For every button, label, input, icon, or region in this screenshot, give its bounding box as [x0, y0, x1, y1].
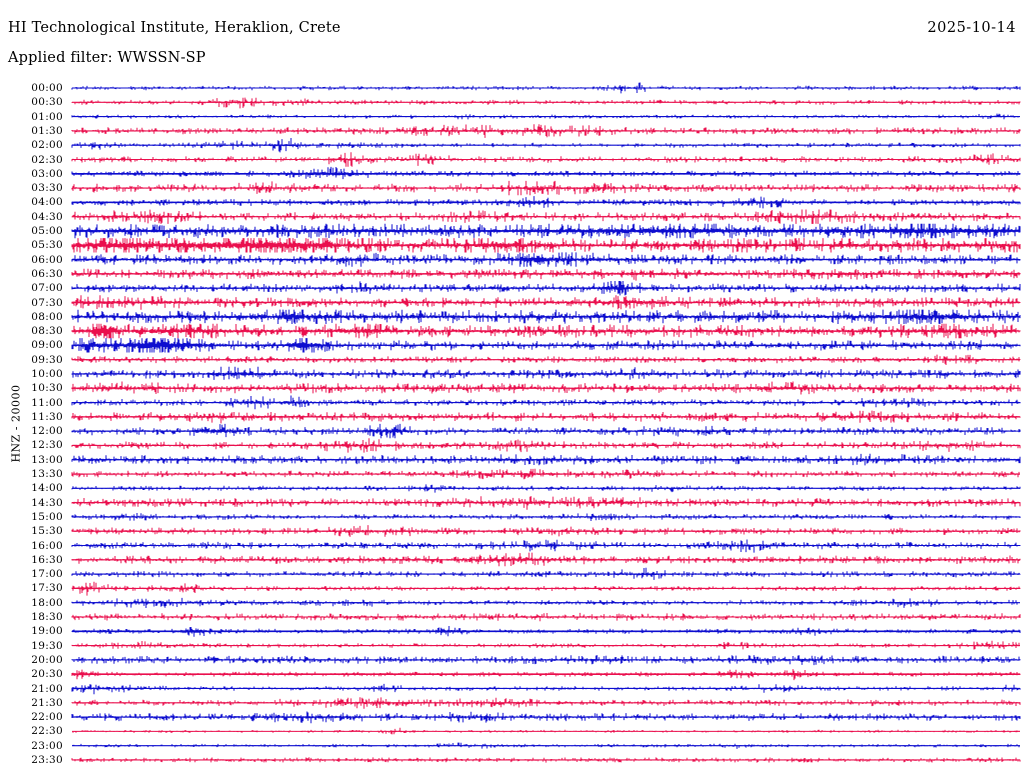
time-label-1200: 12:00	[31, 425, 63, 438]
trace-row-1900	[72, 626, 1020, 637]
trace-row-1000	[72, 367, 1020, 380]
trace-row-2000	[72, 655, 1020, 665]
time-label-1600: 16:00	[31, 539, 63, 552]
trace-row-1200	[72, 424, 1020, 438]
trace-row-0100	[72, 114, 1020, 120]
time-label-0930: 09:30	[31, 353, 63, 366]
time-label-2000: 20:00	[31, 653, 63, 666]
time-label-0030: 00:30	[31, 96, 63, 109]
trace-row-0200	[72, 138, 1020, 152]
trace-row-1030	[72, 382, 1020, 395]
time-label-1900: 19:00	[31, 625, 63, 638]
time-label-2230: 22:30	[31, 725, 63, 738]
time-label-1230: 12:30	[31, 439, 63, 452]
time-label-1130: 11:30	[31, 410, 63, 423]
trace-row-0730	[72, 295, 1020, 309]
time-label-0300: 03:00	[31, 167, 63, 180]
time-label-1030: 10:30	[31, 382, 63, 395]
time-label-2100: 21:00	[31, 682, 63, 695]
trace-row-2200	[72, 712, 1020, 724]
time-label-1000: 10:00	[31, 367, 63, 380]
time-label-1930: 19:30	[31, 639, 63, 652]
trace-row-2030	[72, 669, 1020, 680]
trace-row-1330	[72, 469, 1020, 479]
trace-row-2130	[72, 697, 1020, 708]
time-label-1700: 17:00	[31, 568, 63, 581]
time-label-0230: 02:30	[31, 153, 63, 166]
trace-row-0800	[72, 310, 1020, 324]
trace-row-0830	[72, 324, 1020, 338]
time-label-0330: 03:30	[31, 182, 63, 195]
trace-row-1700	[72, 568, 1020, 580]
trace-row-1100	[72, 396, 1020, 410]
time-label-1100: 11:00	[31, 396, 63, 409]
time-label-0000: 00:00	[31, 82, 63, 94]
time-label-0830: 08:30	[31, 325, 63, 337]
time-label-2330: 23:30	[31, 754, 63, 766]
time-label-2030: 20:30	[31, 668, 63, 681]
time-label-1530: 15:30	[31, 525, 63, 538]
trace-row-0230	[72, 152, 1020, 166]
trace-row-0030	[72, 98, 1020, 109]
trace-row-0630	[72, 268, 1020, 280]
trace-row-0500	[72, 224, 1020, 238]
trace-row-1300	[72, 454, 1020, 466]
time-label-1500: 15:00	[31, 510, 63, 523]
trace-row-2300	[72, 743, 1020, 749]
time-label-1830: 18:30	[31, 611, 63, 623]
time-label-0200: 02:00	[31, 139, 63, 152]
time-label-1300: 13:00	[31, 453, 63, 466]
applied-filter-label: Applied filter: WWSSN-SP	[8, 50, 206, 66]
time-label-1800: 18:00	[31, 596, 63, 609]
trace-row-0900	[72, 338, 1020, 352]
trace-row-0930	[72, 355, 1020, 365]
date-label: 2025-10-14	[927, 20, 1016, 36]
trace-row-0400	[72, 196, 1020, 208]
trace-row-1430	[72, 496, 1020, 510]
trace-row-1130	[72, 411, 1020, 424]
trace-row-1500	[72, 513, 1020, 521]
trace-row-1530	[72, 525, 1020, 537]
trace-row-2330	[72, 757, 1020, 762]
time-label-0900: 09:00	[31, 339, 63, 352]
time-label-1330: 13:30	[31, 468, 63, 480]
time-label-0430: 04:30	[31, 210, 63, 223]
time-label-0600: 06:00	[31, 253, 63, 266]
time-label-0530: 05:30	[31, 239, 63, 252]
time-label-0800: 08:00	[31, 310, 63, 323]
time-label-2200: 22:00	[31, 711, 63, 724]
trace-row-0600	[72, 252, 1020, 266]
trace-row-0430	[72, 210, 1020, 224]
trace-row-0130	[72, 124, 1020, 138]
time-label-1430: 14:30	[31, 496, 63, 509]
trace-row-2100	[72, 684, 1020, 694]
trace-row-1930	[72, 641, 1020, 650]
trace-row-0330	[72, 181, 1020, 195]
trace-row-0530	[72, 238, 1020, 252]
trace-row-1830	[72, 613, 1020, 621]
trace-row-1400	[72, 484, 1020, 492]
time-label-0400: 04:00	[31, 196, 63, 209]
time-label-1400: 14:00	[31, 482, 63, 495]
trace-row-0300	[72, 167, 1020, 179]
trace-row-1630	[72, 553, 1020, 567]
page-title: HI Technological Institute, Heraklion, Crete	[8, 20, 341, 36]
time-label-2130: 21:30	[31, 696, 63, 709]
trace-row-0700	[72, 281, 1020, 295]
trace-row-0000	[72, 83, 1020, 94]
time-label-0500: 05:00	[31, 225, 63, 237]
time-label-0630: 06:30	[31, 267, 63, 280]
time-label-1630: 16:30	[31, 553, 63, 566]
time-label-0700: 07:00	[31, 282, 63, 295]
trace-row-1800	[72, 598, 1020, 608]
trace-row-1730	[72, 582, 1020, 596]
time-label-2300: 23:00	[31, 739, 63, 752]
trace-row-1600	[72, 540, 1020, 553]
time-label-1730: 17:30	[31, 582, 63, 595]
trace-row-2230	[72, 728, 1020, 735]
time-label-0100: 01:00	[31, 110, 63, 123]
time-label-0730: 07:30	[31, 296, 63, 309]
trace-row-1230	[72, 438, 1020, 452]
time-label-0130: 01:30	[31, 124, 63, 137]
channel-scale-label: HNZ - 20000	[9, 384, 23, 463]
